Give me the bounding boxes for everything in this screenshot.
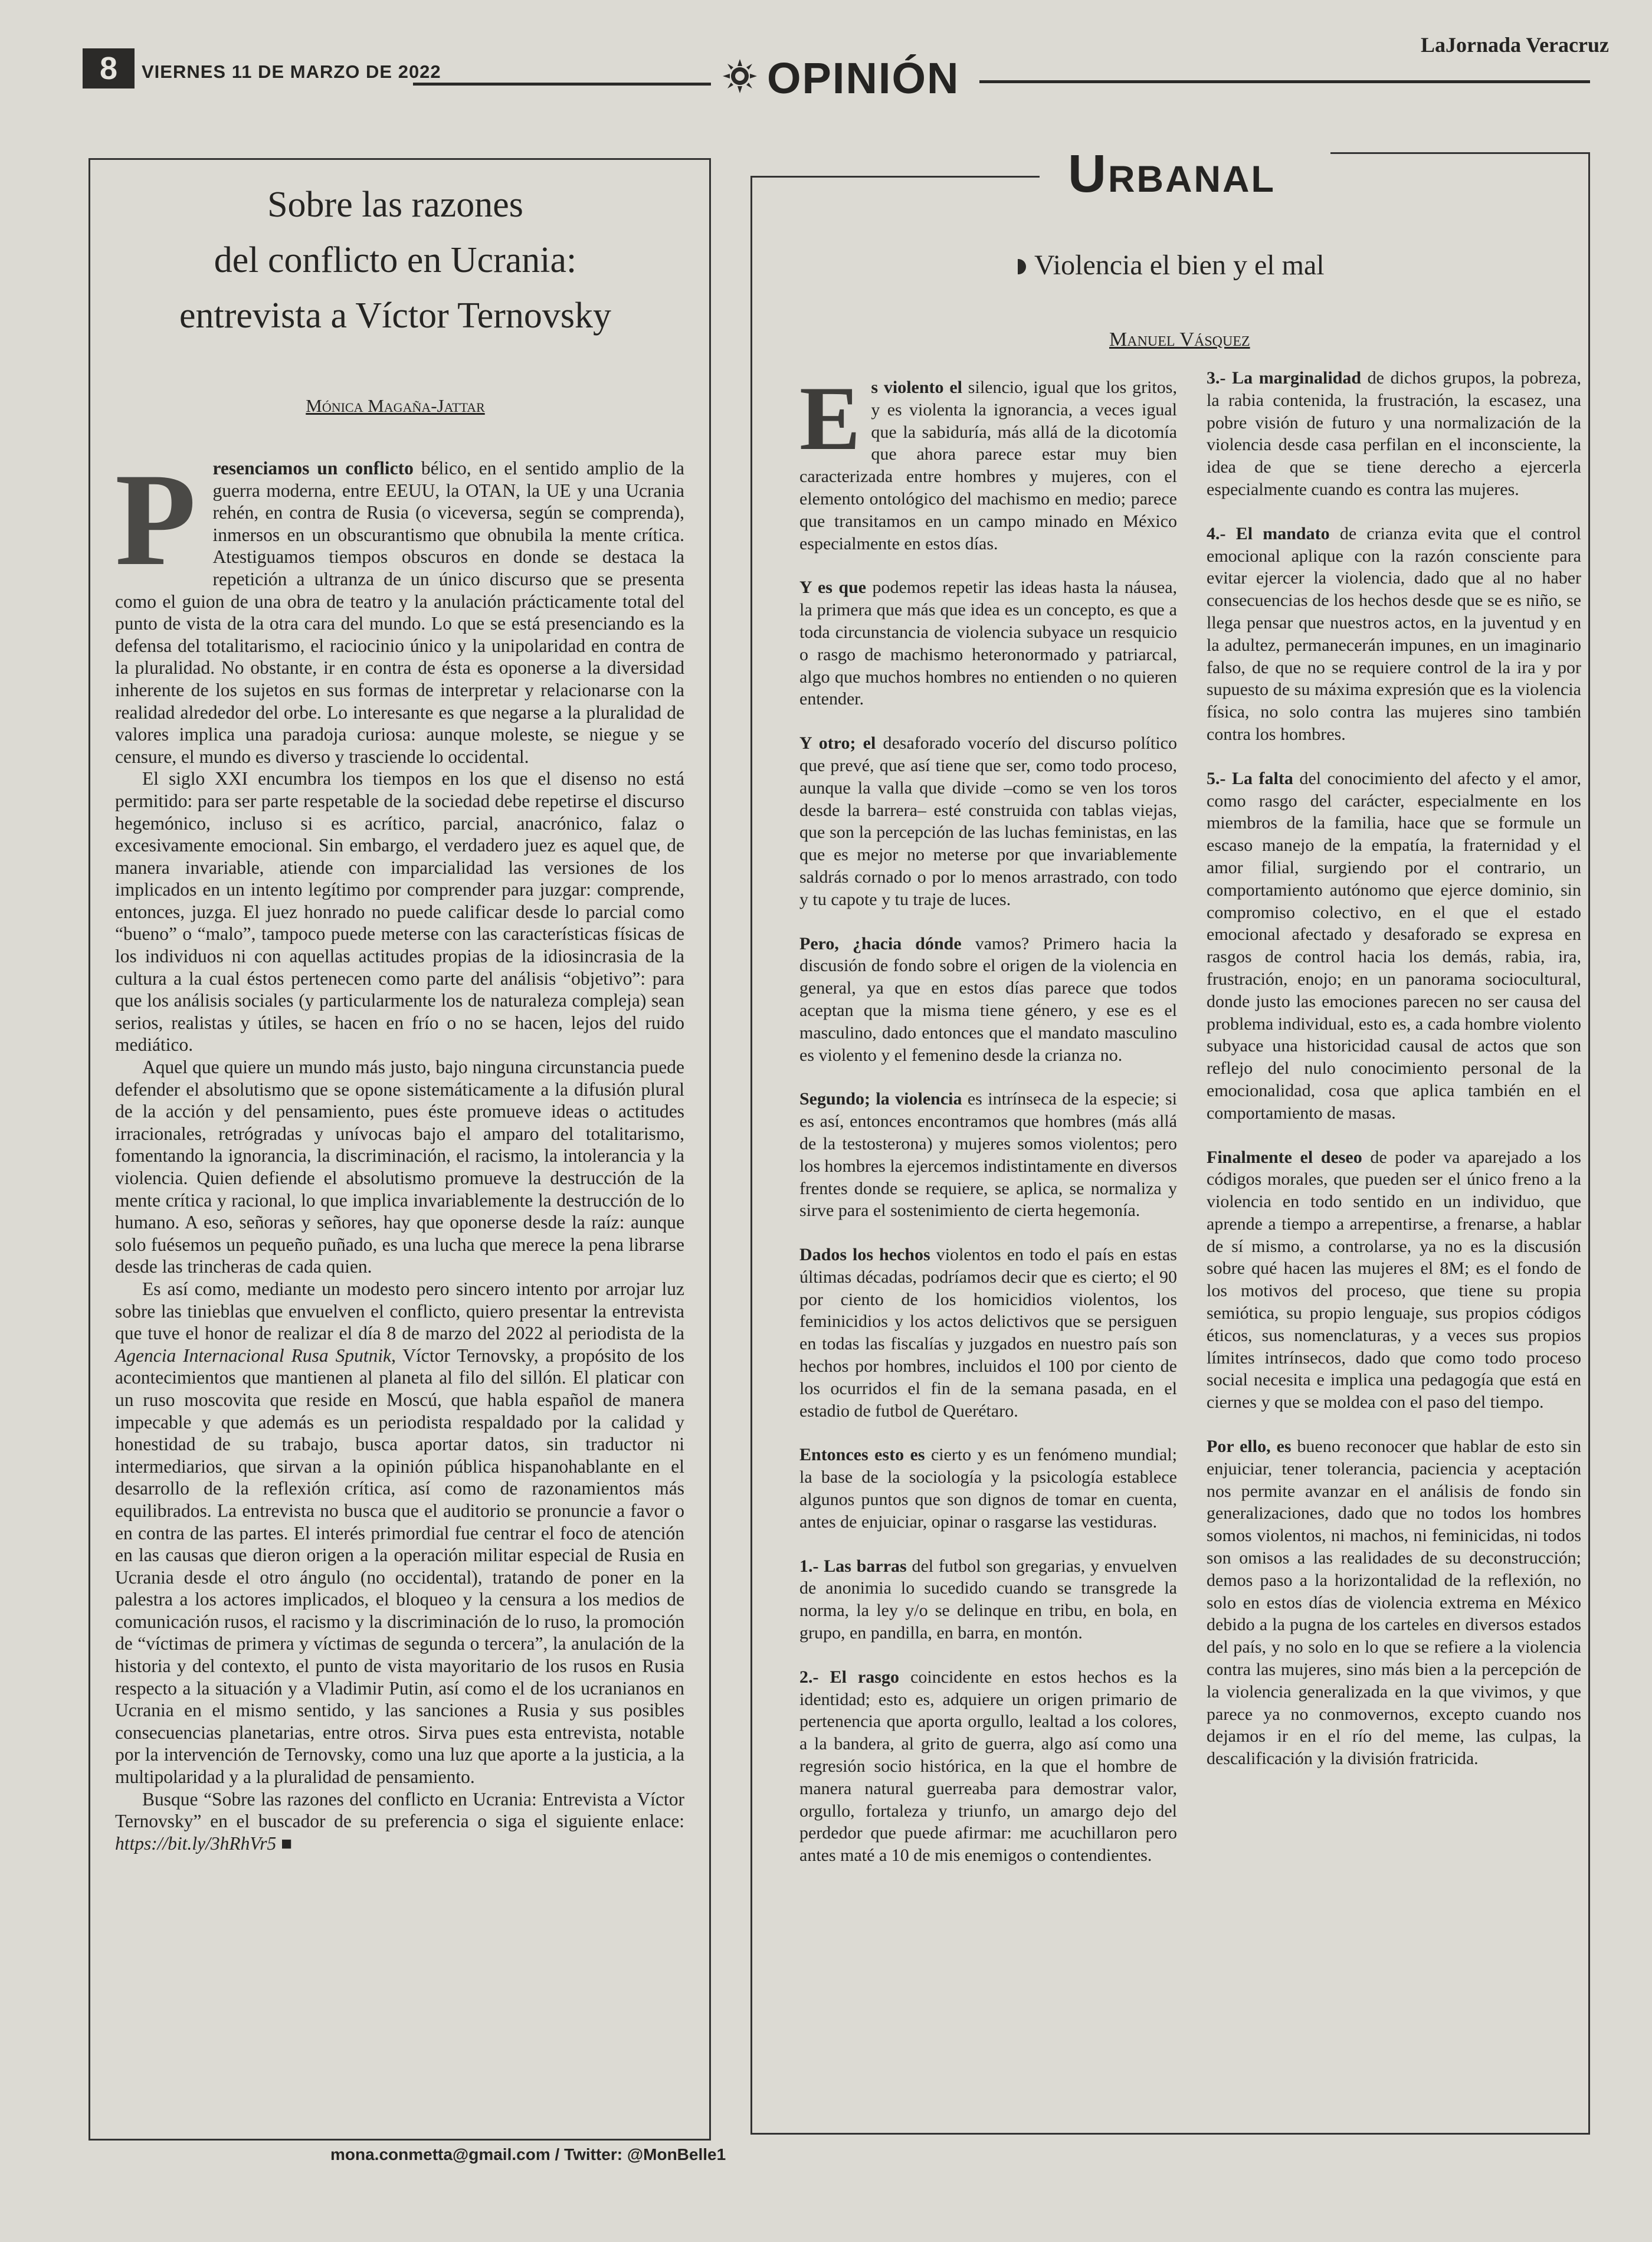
paragraph-text: , Víctor Ternovsky, a propósito de los acontecimientos que mantienen al planeta al filo del sillón. El platicar con un ruso moscovita que reside en Moscú, que habla español de manera impecable y que además es un periodista respaldado por la calidad y honestidad de su trabajo, busca aportar datos, sin traductor ni intermediarios, que sirvan a la opinión pública hispanohablante en el desarrollo de la reflexión crítica, así como de razonamientos más equilibrados. La entrevista no busca que el auditorio se pronuncie a favor o en contra de las partes. El interés primordial fue centrar el foco de atención en las causas que dieron origen a la operación militar especial de Rusia en Ucrania desde el otro ángulo (no occidental), tratando de poner en la palestra a los actores implicados, el bloqueo y la censura a los medios de comunicación rusos, el racismo y la discriminación de lo ruso, la promoción de “víctimas de primera y víctimas de segunda o tercera”, la anulación de la historia y del contexto, el punto de vista mayoritario de los rusos en Rusia respecto a la situación y a Vladimir Putin, así como el de los ucranianos en Ucrania en el mismo sentido, y las sanciones a Rusia y sus posibles consecuencias planetarias, entre otros. Sirva pues esta entrevista, notable por la intervención de Ternovsky, como una luz que aporte a la justicia, a la multipolaridad y a la pluralidad de pensamiento. [115,1345,684,1788]
lead-in: Y otro; el [799,733,876,753]
paragraph-text: cierto y es un fenómeno mundial; la base de la sociología y la psicología establece algunos puntos que son dignos de tomar en cuenta, antes de enjuiciar, opinar o rasgarse las vestiduras. [799,1445,1177,1532]
lead-in: 4.- El mandato [1207,523,1330,543]
interview-link[interactable]: https://bit.ly/3hRhVr5 [115,1833,277,1854]
paragraph [799,368,1177,555]
paragraph [799,1555,1177,1644]
paragraph-text: del futbol son gregarias, y envuelven de anonimia lo sucedido cuando se transgrede la norma, la ley y/o se delinque en tribu, en bola, en grupo, en pandilla, en barra, en montón. [799,1556,1177,1643]
paragraph [1207,1435,1581,1770]
lead-in: 1.- Las barras [799,1556,907,1576]
right-frame-bottom [750,2133,1590,2135]
end-mark-icon: ■ [281,1833,293,1854]
paragraph-text: de crianza evita que el control emocional aplique con la razón consciente para evitar ejercer la violencia, dado que al no haber consecuencias de los hechos desde que se es niño, se llega pensar que nuestros actos, en la juventud y en la adultez, permanecerán impunes, en un imaginario falso, de que no se requiere control de la ira y por supuesto de su máxima expresión que es la violencia física, no solo contra las mujeres sino también contra los hombres. [1207,523,1581,744]
subtitle-text: Violencia el bien y el mal [1034,250,1325,281]
paragraph [115,1278,684,1788]
left-article-title [112,177,678,343]
paragraph-text: Es así como, mediante un modesto pero sincero intento por arrojar luz sobre las tinieblas que envuelven el conflicto, quiero presentar la entrevista que tuve el honor de realizar el día 8 de marzo del 2022 al periodista de la [115,1278,684,1344]
newspaper-masthead: LaJornada Veracruz [1421,33,1609,57]
right-article-column-2 [1207,367,1581,1792]
lead-in: Pero, ¿hacia dónde [799,933,962,953]
paragraph [799,1666,1177,1867]
paragraph [799,732,1177,910]
paragraph-text: bélico, en el sentido amplio de la guerra moderna, entre EEUU, la OTAN, la UE y una Ucrania rehén, en contra de Rusia (o viceversa, según se comprenda), inmersos en un obscurantismo que obnubila la mente crítica. Atestiguamos tiempos obscuros en donde se destaca la repetición a ultranza de un único discurso que se presenta como el guion de una obra de teatro y la anulación prácticamente total del punto de vista de la otra cara del mundo. Lo que se está presenciando es la defensa del totalitarismo, el raciocinio único y la unipolaridad en contra de la pluralidad. No obstante, ir en contra de ésta es oponerse a la diversidad inherente de los sujetos en sus formas de interpretar y relacionarse con la realidad alrededor del orbe. Lo interesante es que negarse a la pluralidad de valores implica una paradoja curiosa: aunque moleste, se niegue y se censure, el mundo es diverso y trasciende lo occidental. [115,458,685,767]
left-article-author: Mónica Magaña-Jattar [306,395,485,416]
drop-cap: E [799,368,861,469]
paragraph-text: del conocimiento del afecto y el amor, como rasgo del carácter, especialmente en los miembros de la familia, hace que se formule un escaso manejo de la empatía, la fraternidad y el amor filial, surgiendo por el contrario, un comportamiento autónomo que ejerce dominio, sin compromiso colectivo, en el que el estado emocional afectado y desaforado se expresa en rasgos de control hacia los demás, rabia, ira, frustración, enojo; en un panorama sociocultural, donde justo las emociones parecen no ser causa del problema individual, esto es, a cada hombre violento subyace una historicidad causal de actos que son reflejo del nulo conocimiento personal de la emocionalidad, cosa que aplica también en el comportamiento de masas. [1207,768,1581,1123]
drop-cap: P [115,445,196,593]
paragraph-text: bueno reconocer que hablar de esto sin enjuiciar, tener tolerancia, paciencia y aceptación nos permite avanzar en el análisis de fondo sin generalizaciones, dado que no todos los hombres somos violentos, ni machos, ni feminicidas, ni todos son omisos a las realidades de su deconstrucción; demos paso a la horizontalidad de la reflexión, no solo en estos días de violencia extrema en México debido a la pugna de los carteles en diversos estados del país, y no solo en lo que se refiere a la violencia contra las mujeres, sino más bien a la percepción de la violencia generalizada en la que vivimos, y que parece ya no conmovernos, excepto cuando nos dejamos ir en el río del meme, las culpas, la descalificación y la división fratricida. [1207,1437,1581,1769]
paragraph [1207,1146,1581,1414]
paragraph [1207,367,1581,501]
right-frame-top-left [750,176,1040,178]
lead-in: resenciamos un conflicto [212,458,414,478]
paragraph-text: violentos en todo el país en estas últimas décadas, podríamos decir que es cierto; el 90 por ciento de los homicidios violentos, los feminicidios y los actos delictivos que se persiguen en todas las fiscalías y juzgados en nuestro país son hechos por hombres, incluidos el 100 por ciento de los ocurridos el fin de la semana pasada, en el estadio de futbol de Querétaro. [799,1245,1177,1421]
lead-in: Entonces esto es [799,1445,925,1465]
paragraph-text: vamos? Primero hacia la discusión de fondo sobre el origen de la violencia en general, ya que en estos días parece que todos aceptan que la misma tiene género, y ese es el masculino, dado entonces que el mandato masculino es violento y el femenino desde la crianza no. [799,933,1177,1065]
paragraph [115,445,685,768]
agency-name: Agencia Internacional Rusa Sputnik [115,1345,392,1366]
paragraph [799,1088,1177,1222]
right-frame-left [750,176,752,2135]
paragraph-text: silencio, igual que los gritos, y es violenta la ignorancia, a veces igual que la sabiduría, más allá de la dicotomía que ahora parece estar muy bien caracterizada entre hombres y mujeres, con el elemento ontológico del machismo en medio; parece que transitamos en un campo minado en México especialmente en estos días. [799,378,1177,553]
right-article-author: Manuel Vásquez [1109,329,1250,350]
paragraph-text: es intrínseca de la especie; si es así, entonces encontramos que hombres (más allá de la testosterona) y mujeres somos violentos; pero los hombres la ejercemos indistintamente en diversos frentes donde se requiere, se aplica, se normaliza y sirve para el sostenimiento de cierta hegemonía. [799,1089,1177,1221]
title-line: del conflicto en Ucrania: [214,240,577,280]
paragraph: Aquel que quiere un mundo más justo, bajo ninguna circunstancia puede defender el absolutismo que se opone sistemáticamente a la difusión plural de la acción y del pensamiento, pues éste promueve ideas o actitudes irracionales, retrógradas y unívocas bajo el amparo del totalitarismo, fomentando la ignorancia, la discriminación, el racismo, la intolerancia y la violencia. Quien defiende el absolutismo promueve la destrucción de la mente crítica y racional, lo que implica invariablemente la destrucción de lo humano. A eso, señoras y señores, hay que oponerse desde la raíz: aunque solo fuésemos un pequeño puñado, es una lucha que merece la pena librarse desde las trincheras de cada quien. [115,1057,684,1277]
lead-in: 5.- La falta [1207,768,1293,788]
header-rule-right [979,80,1590,83]
right-article-column-1 [799,368,1178,1889]
lead-in: 3.- La marginalidad [1207,368,1362,388]
header-rule-left [413,83,711,86]
section-title: OPINIÓN [767,54,960,103]
paragraph-text: de poder va aparejado a los códigos morales, que pueden ser el único freno a la violencia en todo sentido en un individuo, que aprende a tiempo a arrepentirse, a frenarse, a hablar de sí mismo, a controlarse, ya no es la discusión sobre qué hacen las mujeres el 8M; es el fondo de los motivos del proceso, que tiene su propia semiótica, su propio lenguaje, sus propios códigos éticos, sus nomenclaturas, y a veces sus propios límites intrínsecos, dado que como todo proceso social necesita e implica una pedagogía que está en ciernes y que se moldea con el paso del tiempo. [1207,1147,1581,1412]
paragraph [799,576,1177,710]
lead-in: Finalmente el deseo [1207,1147,1362,1167]
title-line: Sobre las razones [267,185,523,225]
paragraph-text: Busque “Sobre las razones del conflicto en Ucrania: Entrevista a Víctor Ternovsky” en el buscador de su preferencia o siga el siguiente enlace: [115,1788,684,1832]
paragraph [1207,523,1581,746]
paragraph [799,1444,1177,1533]
column-title: Urbanal [1068,145,1276,204]
paragraph [1207,768,1581,1125]
publication-date: VIERNES 11 DE MARZO DE 2022 [142,61,441,82]
lead-in: Dados los hechos [799,1245,930,1265]
page-number: 8 [83,48,135,88]
paragraph-text: podemos repetir las ideas hasta la náusea, la primera que más que idea es un concepto, es que a toda circunstancia de violencia subyace un resquicio o rasgo de machismo heteronormado y patriarcal, algo que muchos hombres no entienden o no quieren entender. [799,578,1178,709]
paragraph-text: de dichos grupos, la pobreza, la rabia contenida, la frustración, la escasez, una pobre visión de futuro y una normalización de la violencia desde casa perfilan en el inconsciente, la idea de que se tiene derecho a ejercerla especialmente cuando es contra las mujeres. [1207,368,1581,499]
paragraph [799,933,1177,1067]
bullet-icon [1018,259,1026,274]
lead-in: s violento el [871,378,962,397]
right-frame-top-right [1330,152,1590,154]
lead-in: 2.- El rasgo [799,1667,899,1687]
right-frame-right [1588,152,1590,2135]
paragraph: El siglo XXI encumbra los tiempos en los que el disenso no está permitido: para ser parte respetable de la sociedad debe repetirse el discurso hegemónico, incluso si es acrítico, parcial, anacrónico, falaz o excesivamente emocional. Sin embargo, el verdadero juez es aquel que, de manera invariable, atiende con imparcialidad las versiones de los implicados en un intento legítimo por comprender para juzgar: comprende, entonces, juzga. El juez honrado no puede calificar desde lo parcial como “bueno” o “malo”, tampoco puede meterse con las características físicas de los individuos ni con aquellas actitudes propias de la idiosincrasia de la cultura a la cual éstos pertenecen como parte del análisis “objetivo”: para que los análisis sociales (y particularmente los de naturaleza compleja) sean serios, realistas y útiles, se hacen en frío o no se hacen, lejos del ruido mediático. [115,768,684,1056]
paragraph [115,1788,684,1855]
title-line: entrevista a Víctor Ternovsky [179,296,611,336]
lead-in: Segundo; la violencia [799,1089,962,1109]
left-article-body [115,445,685,1854]
paragraph-text: desaforado vocerío del discurso político que prevé, que así tiene que ser, como todo proceso, aunque la valla que divide –como se ven los toros desde la barrera– esté construida con tablas viejas, que son la percepción de las luchas feministas, en las que es mejor no meterse por que invariablemente saldrás cornado o por lo menos arrastrado, con todo y tu capote y tu traje de luces. [799,733,1177,909]
author-contact: mona.conmetta@gmail.com / Twitter: @MonBelle1 [330,2145,726,2164]
right-article-subtitle [1018,248,1325,283]
lead-in: Y es que [799,578,867,598]
lead-in: Por ello, es [1207,1437,1292,1457]
paragraph-text: coincidente en estos hechos es la identidad; esto es, adquiere un origen primario de pertenencia que aporta orgullo, lealtad a los colores, a la bandera, al grito de guerra, algo así como una regresión socio histórica, en la que el hombre de manera natural guerreaba para demostrar valor, orgullo, fortaleza y triunfo, un amargo dejo del perdedor que puede afirmar: me acuchillaron pero antes maté a 10 de mis enemigos o contendientes. [799,1667,1178,1866]
section-sun-icon [723,59,757,93]
paragraph [799,1244,1177,1422]
